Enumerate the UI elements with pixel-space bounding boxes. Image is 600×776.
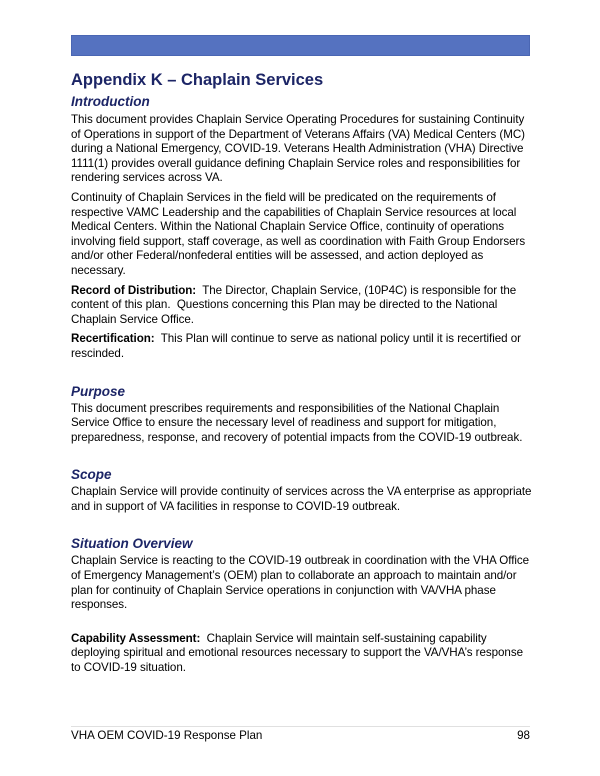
recertification-label: Recertification: (71, 332, 155, 346)
situation-overview-paragraph: Chaplain Service is reacting to the COVID-19 outbreak in coordination with the VHA Office of Emergency Management’s (OEM) plan to collaborate an approach to maintain and/or plan for continuity of Chaplain Service operations in conjunction with VA/VHA phase responses. (71, 554, 530, 612)
capability-assessment-label: Capability Assessment: (71, 631, 201, 645)
section-heading-introduction: Introduction (71, 94, 150, 109)
record-of-distribution-text: The Director, Chaplain Service, (10P4C) is responsible for the content of this plan. Questions concerning this Plan may be directed to the National Chaplain Service Office. (71, 283, 520, 326)
page-number: 98 (517, 729, 530, 742)
document-body (71, 70, 533, 676)
section-heading-scope: Scope (71, 467, 112, 483)
capability-assessment-text: Chaplain Service will maintain self-sustaining capability deploying spiritual and emotional resources necessary to support the VA/VHA’s response to COVID-19 situation. (71, 631, 527, 675)
scope-paragraph: Chaplain Service will provide continuity of services across the VA enterprise as appropriate and in support of VA facilities in response to COVID-19 outbreak. (71, 485, 532, 513)
recertification (71, 332, 533, 361)
purpose-paragraph: This document prescribes requirements and responsibilities of the National Chaplain Service Office to ensure the necessary level of readiness and support for mitigation, preparedness, response, and recovery of potential impacts from the COVID-19 outbreak. (71, 401, 523, 444)
section-heading-situation-overview: Situation Overview (71, 536, 193, 552)
page-title: Appendix K – Chaplain Services (71, 71, 324, 89)
section-heading-purpose: Purpose (71, 383, 126, 399)
header-banner (71, 35, 530, 56)
footer-document-title: VHA OEM COVID-19 Response Plan (71, 729, 263, 742)
record-of-distribution-label: Record of Distribution: (71, 283, 197, 297)
page-footer (71, 726, 530, 743)
recertification-text: This Plan will continue to serve as national policy until it is recertified or rescinded. (71, 332, 525, 360)
intro-paragraph-1: This document provides Chaplain Service Operating Procedures for sustaining Continuity of Operations in support of the Department of Veterans Affairs (VA) Medical Centers (MC) during a National Emergency, COVID-19. Veterans Health Administration (VHA) Directive 1111(1) provides overall guidance defining Chaplain Service roles and responsibilities for rendering services across VA. (71, 113, 525, 185)
record-of-distribution (71, 284, 533, 328)
capability-assessment (71, 632, 533, 676)
intro-paragraph-2: Continuity of Chaplain Services in the field will be predicated on the requirements of respective VAMC Leadership and the capabilities of Chaplain Service resources at local Medical Centers. Within the National Chaplain Service Office, continuity of operations involving field support, staff coverage, as well as coordination with Faith Group Endorsers and/or other Federal/nonfederal entities will be assessed, and action deployed as necessary. (71, 190, 526, 277)
